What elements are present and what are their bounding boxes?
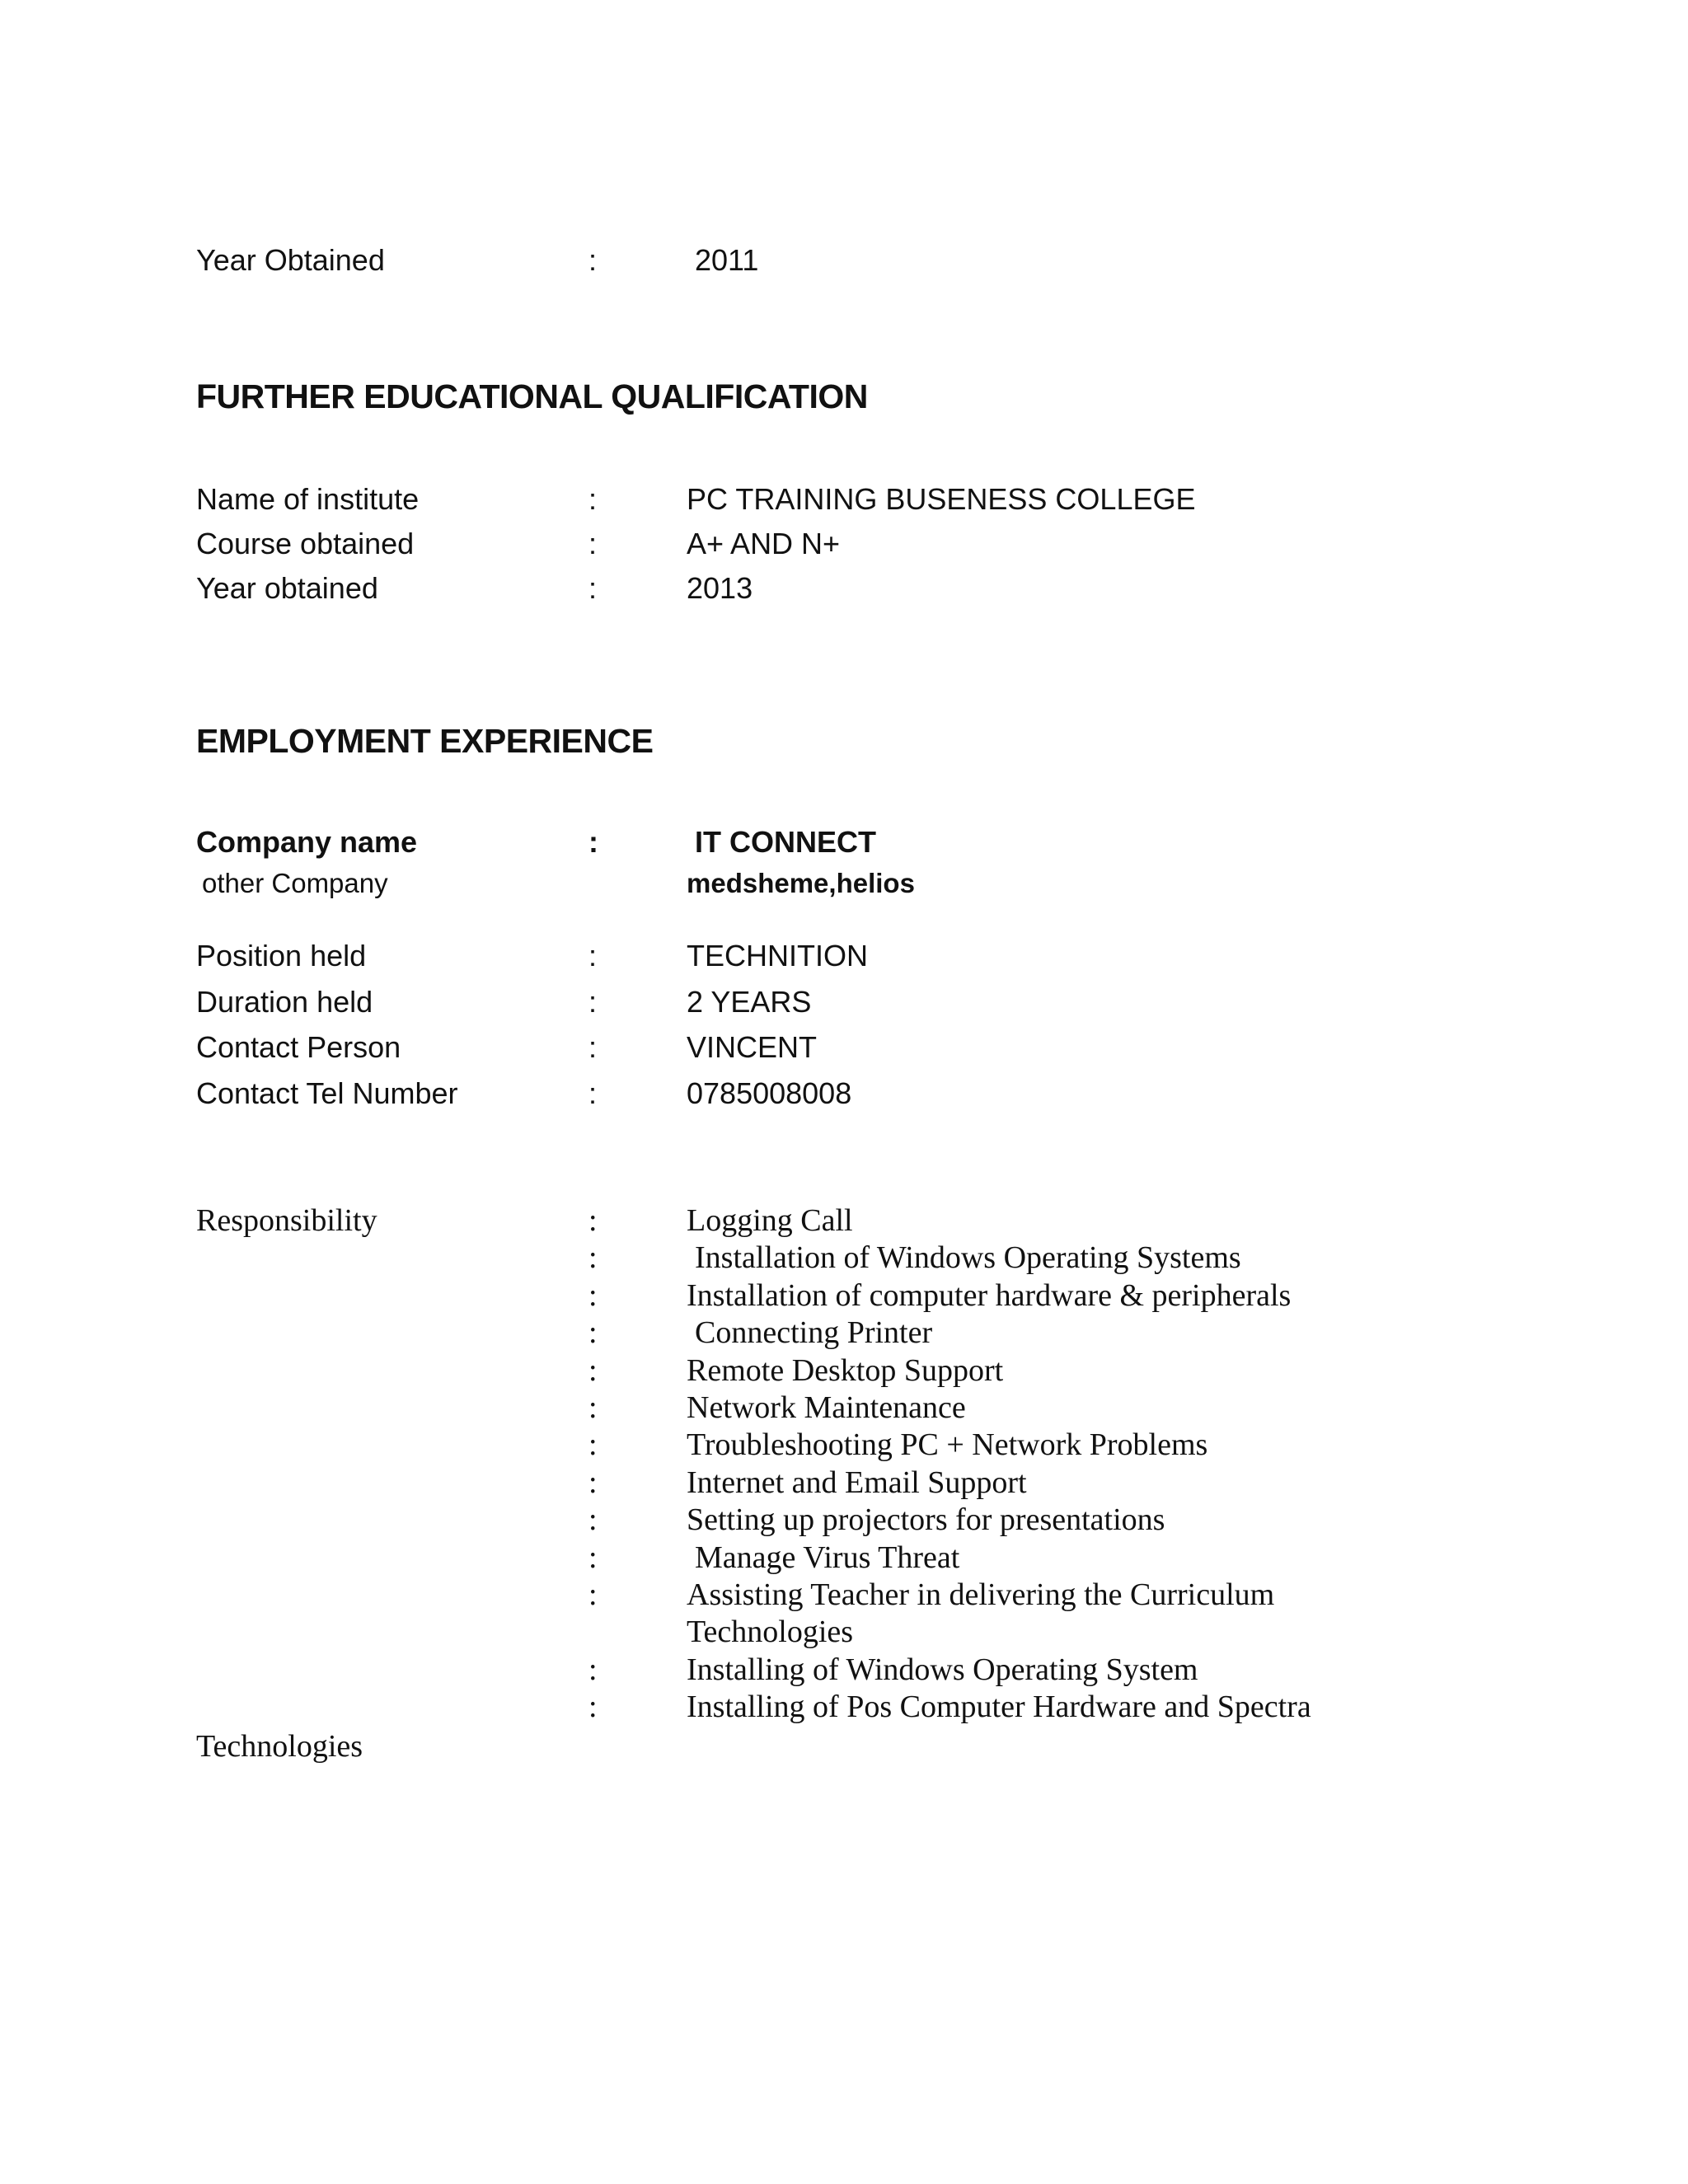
separator: : xyxy=(588,243,598,277)
institute-value: PC TRAINING BUSENESS COLLEGE xyxy=(687,482,1196,516)
separator: : xyxy=(588,482,598,516)
responsibility-item: Logging Call xyxy=(687,1203,853,1238)
responsibility-item: Manage Virus Threat xyxy=(695,1540,960,1575)
contact-person-label: Contact Person xyxy=(196,1030,401,1064)
responsibility-item: Setting up projectors for presentations xyxy=(687,1502,1165,1537)
company-name-value: IT CONNECT xyxy=(695,825,876,859)
separator: : xyxy=(588,825,598,859)
separator: : xyxy=(588,1203,598,1238)
trailing-technologies: Technologies xyxy=(196,1729,363,1764)
separator: : xyxy=(588,527,598,560)
separator: : xyxy=(588,1278,598,1313)
separator: : xyxy=(588,1465,598,1500)
course-value: A+ AND N+ xyxy=(687,527,841,560)
responsibility-item: Remote Desktop Support xyxy=(687,1353,1004,1388)
responsibility-item: Internet and Email Support xyxy=(687,1465,1027,1500)
other-company-value: medsheme,helios xyxy=(687,868,915,898)
responsibility-item: Installing of Windows Operating System xyxy=(687,1652,1198,1687)
separator: : xyxy=(588,1240,598,1275)
year-value: 2013 xyxy=(687,571,753,605)
responsibility-item: Network Maintenance xyxy=(687,1390,966,1425)
separator: : xyxy=(588,1315,598,1350)
position-value: TECHNITION xyxy=(687,939,868,972)
position-label: Position held xyxy=(196,939,367,972)
contact-tel-value: 0785008008 xyxy=(687,1076,852,1110)
course-label: Course obtained xyxy=(196,527,415,560)
other-company-label: other Company xyxy=(202,868,388,898)
responsibility-item: Installing of Pos Computer Hardware and Spectra xyxy=(687,1690,1311,1724)
responsibility-item: Connecting Printer xyxy=(695,1315,933,1350)
separator: : xyxy=(588,1502,598,1537)
responsibility-item: Technologies xyxy=(687,1615,854,1649)
responsibility-item: Installation of Windows Operating Systems xyxy=(695,1240,1241,1275)
separator: : xyxy=(588,1076,598,1110)
separator: : xyxy=(588,1390,598,1425)
year-obtained-label: Year Obtained xyxy=(196,243,385,277)
separator: : xyxy=(588,1427,598,1462)
responsibility-item: Assisting Teacher in delivering the Curriculum xyxy=(687,1577,1275,1612)
separator: : xyxy=(588,939,598,972)
separator: : xyxy=(588,1652,598,1687)
year-obtained-value: 2011 xyxy=(695,243,759,277)
separator: : xyxy=(588,1690,598,1724)
further-education-heading: FURTHER EDUCATIONAL QUALIFICATION xyxy=(196,377,868,415)
contact-tel-label: Contact Tel Number xyxy=(196,1076,458,1110)
separator: : xyxy=(588,985,598,1019)
duration-label: Duration held xyxy=(196,985,373,1019)
employment-heading: EMPLOYMENT EXPERIENCE xyxy=(196,722,654,760)
responsibility-item: Troubleshooting PC + Network Problems xyxy=(687,1427,1208,1462)
responsibility-item: Installation of computer hardware & peripherals xyxy=(687,1278,1292,1313)
institute-label: Name of institute xyxy=(196,482,420,516)
duration-value: 2 YEARS xyxy=(687,985,812,1019)
separator: : xyxy=(588,1540,598,1575)
separator: : xyxy=(588,1577,598,1612)
responsibility-label: Responsibility xyxy=(196,1203,377,1238)
contact-person-value: VINCENT xyxy=(687,1030,818,1064)
separator: : xyxy=(588,1353,598,1388)
year-label: Year obtained xyxy=(196,571,378,605)
company-name-label: Company name xyxy=(196,825,418,859)
separator: : xyxy=(588,571,598,605)
separator: : xyxy=(588,1030,598,1064)
